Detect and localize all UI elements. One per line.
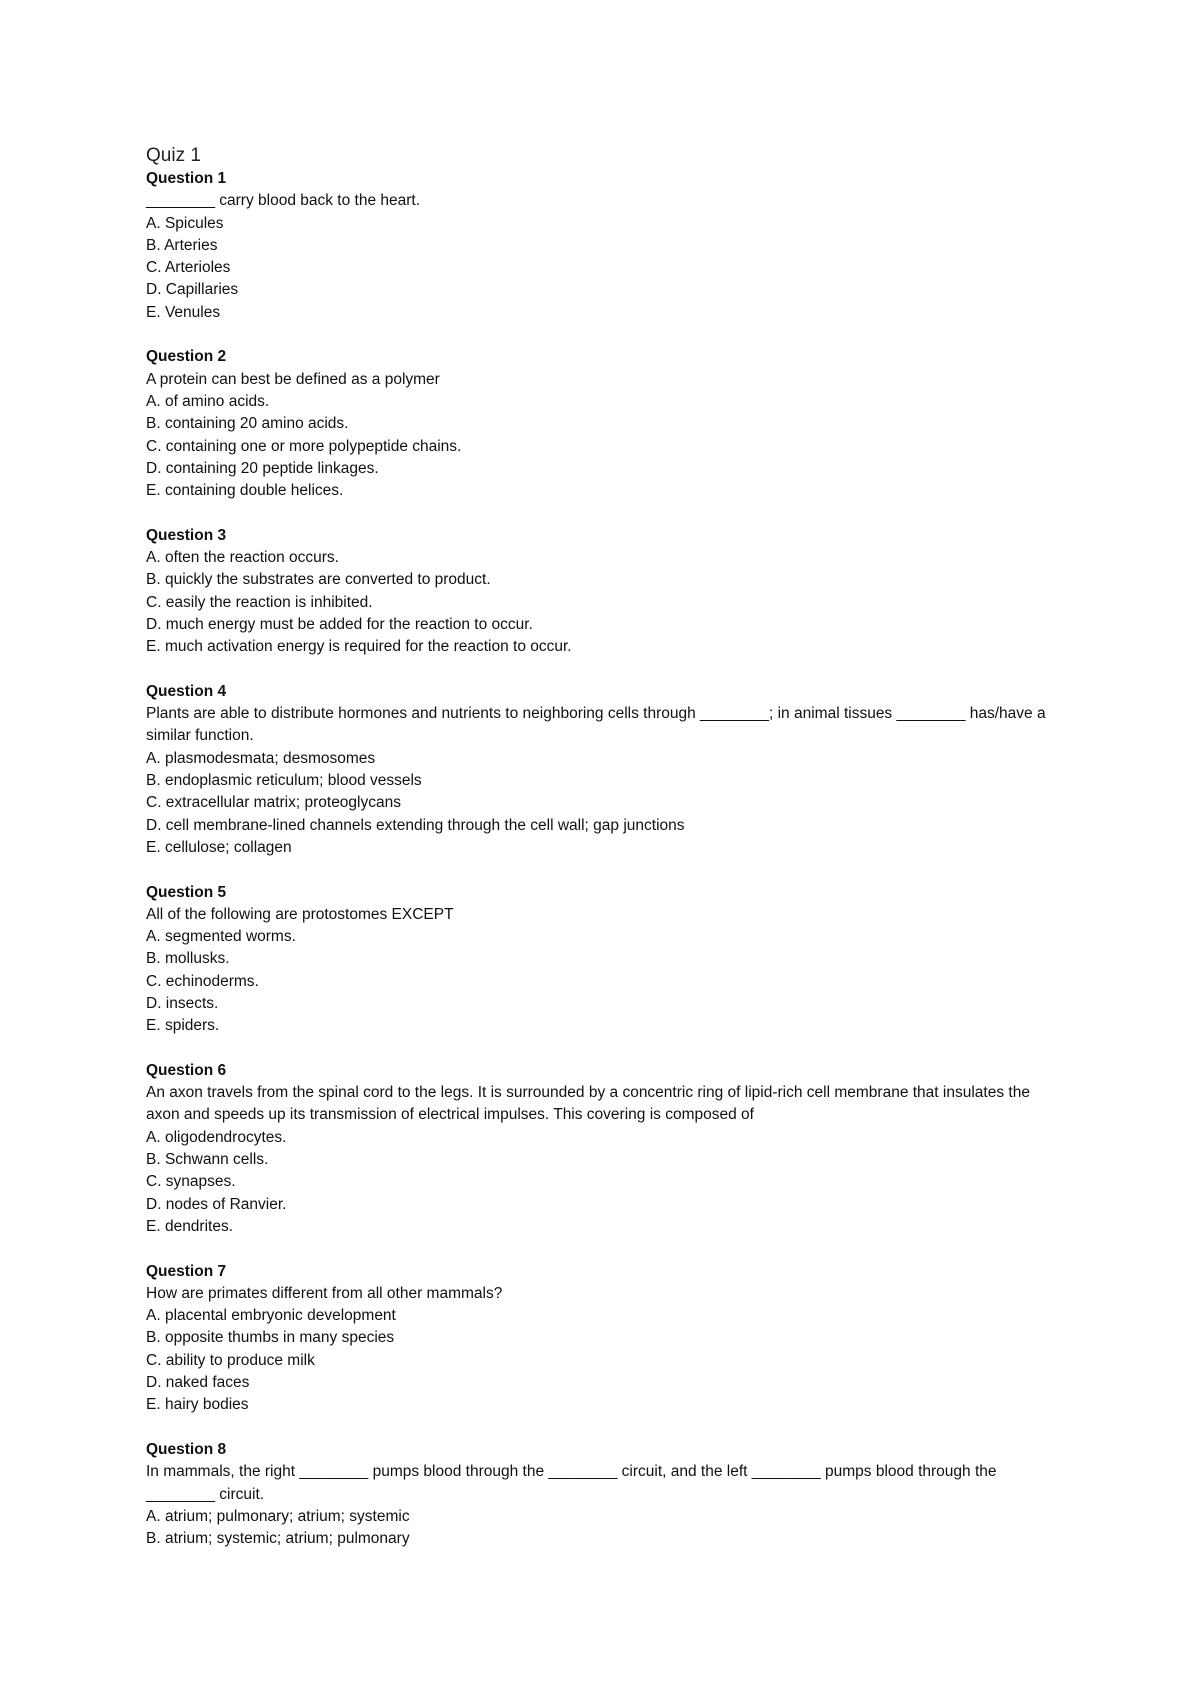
- answer-option: A. Spicules: [146, 214, 224, 232]
- document-title: Quiz 1: [146, 145, 201, 166]
- question-block: [146, 1261, 1066, 1417]
- answer-option: C. Arterioles: [146, 259, 231, 277]
- answer-option: D. naked faces: [146, 1374, 250, 1392]
- question-heading: Question 2: [146, 348, 227, 366]
- answer-option: A. oligodendrocytes.: [146, 1128, 287, 1146]
- answer-options: [146, 926, 1066, 1037]
- answer-options: [146, 1506, 1066, 1551]
- answer-option: E. cellulose; collagen: [146, 838, 292, 856]
- answer-option: A. atrium; pulmonary; atrium; systemic: [146, 1507, 410, 1525]
- answer-options: [146, 391, 1066, 502]
- question-block: [146, 882, 1066, 1038]
- document-page: [146, 144, 1066, 1573]
- question-stem: In mammals, the right ________ pumps blood through the ________ circuit, and the left ________ pumps blood through the ________ circuit.: [146, 1463, 997, 1503]
- answer-option: D. nodes of Ranvier.: [146, 1195, 287, 1213]
- answer-option: C. synapses.: [146, 1173, 236, 1191]
- answer-option: C. containing one or more polypeptide chains.: [146, 437, 462, 455]
- answer-option: A. often the reaction occurs.: [146, 549, 339, 567]
- answer-option: D. containing 20 peptide linkages.: [146, 459, 379, 477]
- answer-option: B. opposite thumbs in many species: [146, 1329, 395, 1347]
- question-block: [146, 525, 1066, 659]
- question-heading: Question 7: [146, 1262, 227, 1280]
- answer-option: A. segmented worms.: [146, 928, 296, 946]
- answer-option: B. mollusks.: [146, 950, 230, 968]
- question-list: [146, 168, 1066, 1550]
- answer-options: [146, 213, 1066, 324]
- question-heading: Question 8: [146, 1440, 227, 1458]
- question-heading: Question 3: [146, 526, 227, 544]
- question-stem: ________ carry blood back to the heart.: [146, 192, 421, 210]
- answer-option: A. plasmodesmata; desmosomes: [146, 749, 376, 767]
- answer-option: D. Capillaries: [146, 281, 239, 299]
- question-heading: Question 6: [146, 1061, 227, 1079]
- answer-option: E. hairy bodies: [146, 1396, 249, 1414]
- question-block: [146, 168, 1066, 324]
- answer-option: C. extracellular matrix; proteoglycans: [146, 794, 401, 812]
- question-block: [146, 681, 1066, 859]
- question-heading: Question 1: [146, 170, 227, 187]
- answer-options: [146, 1305, 1066, 1416]
- question-heading: Question 5: [146, 883, 227, 901]
- answer-option: C. ability to produce milk: [146, 1351, 315, 1369]
- answer-option: D. much energy must be added for the reaction to occur.: [146, 615, 533, 633]
- answer-option: A. placental embryonic development: [146, 1307, 396, 1325]
- question-block: [146, 1060, 1066, 1238]
- answer-option: E. Venules: [146, 303, 221, 321]
- question-stem: A protein can best be defined as a polymer: [146, 370, 440, 388]
- answer-option: B. containing 20 amino acids.: [146, 415, 349, 433]
- question-stem: An axon travels from the spinal cord to the legs. It is surrounded by a concentric ring of lipid-rich cell membrane that insulates the axon and speeds up its transmission of electrical impulses. This covering is composed of: [146, 1084, 1030, 1124]
- question-block: [146, 346, 1066, 502]
- answer-option: B. quickly the substrates are converted to product.: [146, 571, 491, 589]
- answer-option: E. dendrites.: [146, 1217, 234, 1235]
- question-stem: How are primates different from all other mammals?: [146, 1284, 503, 1302]
- answer-option: C. echinoderms.: [146, 972, 259, 990]
- answer-options: [146, 1127, 1066, 1238]
- answer-option: B. endoplasmic reticulum; blood vessels: [146, 772, 422, 790]
- answer-options: [146, 547, 1066, 658]
- answer-option: C. easily the reaction is inhibited.: [146, 593, 373, 611]
- answer-option: B. atrium; systemic; atrium; pulmonary: [146, 1530, 410, 1548]
- answer-option: B. Schwann cells.: [146, 1151, 269, 1169]
- answer-option: A. of amino acids.: [146, 392, 270, 410]
- question-stem: Plants are able to distribute hormones and nutrients to neighboring cells through ________; in animal tissues ________ has/have a similar function.: [146, 705, 1046, 745]
- answer-option: E. spiders.: [146, 1017, 220, 1035]
- answer-option: D. insects.: [146, 994, 219, 1012]
- question-heading: Question 4: [146, 682, 227, 700]
- question-stem: All of the following are protostomes EXCEPT: [146, 905, 454, 923]
- answer-option: D. cell membrane-lined channels extending through the cell wall; gap junctions: [146, 816, 685, 834]
- question-block: [146, 1439, 1066, 1550]
- answer-option: E. containing double helices.: [146, 482, 344, 500]
- answer-options: [146, 748, 1066, 859]
- answer-option: B. Arteries: [146, 236, 218, 254]
- answer-option: E. much activation energy is required for the reaction to occur.: [146, 638, 572, 656]
